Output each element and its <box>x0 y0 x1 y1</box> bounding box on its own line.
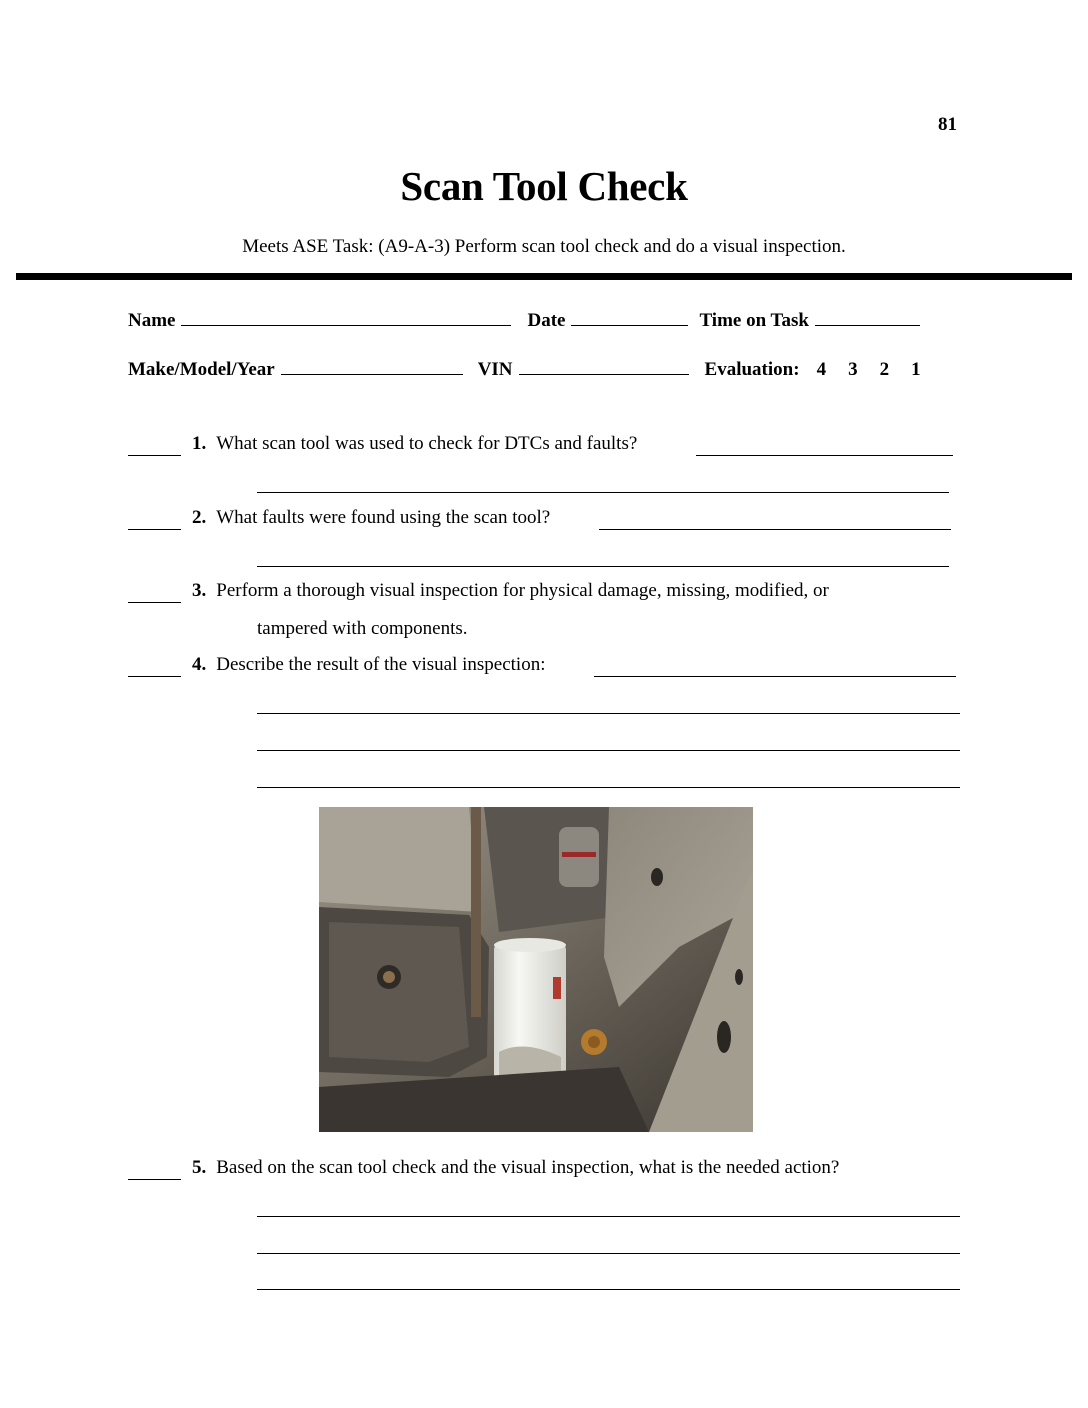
make-model-year-field[interactable] <box>281 374 463 375</box>
question-4-answer-line[interactable] <box>257 750 960 751</box>
question-5-number: 5. <box>192 1157 207 1178</box>
vin-field[interactable] <box>519 374 689 375</box>
question-2-text: What faults were found using the scan tool? <box>216 507 551 528</box>
question-1-number: 1. <box>192 433 207 454</box>
question-2-answer-line[interactable] <box>599 529 951 530</box>
name-label: Name <box>128 310 176 331</box>
evaluation-score-1[interactable]: 1 <box>911 359 921 380</box>
vehicle-underside-image <box>319 807 753 1132</box>
question-5-answer-line[interactable] <box>257 1289 960 1290</box>
date-field[interactable] <box>571 325 688 326</box>
question-4-answer-line[interactable] <box>257 713 960 714</box>
header-divider <box>16 273 1072 280</box>
question-3-score-blank[interactable] <box>128 602 181 603</box>
question-5-score-blank[interactable] <box>128 1179 181 1180</box>
make-model-year-label: Make/Model/Year <box>128 359 275 380</box>
date-label: Date <box>527 310 566 331</box>
page-title: Scan Tool Check <box>400 163 688 209</box>
question-2 <box>192 507 550 529</box>
question-1 <box>192 433 637 455</box>
question-5 <box>192 1157 839 1179</box>
vehicle-info-row <box>128 359 921 381</box>
evaluation-score-4[interactable]: 4 <box>816 359 827 380</box>
question-3-number: 3. <box>192 580 207 601</box>
question-4-number: 4. <box>192 654 207 675</box>
question-3-text: Perform a thorough visual inspection for physical damage, missing, modified, or <box>216 580 829 601</box>
question-2-answer-line[interactable] <box>257 566 949 567</box>
page-number: 81 <box>938 114 957 135</box>
evaluation-score-2[interactable]: 2 <box>879 359 890 380</box>
time-on-task-field[interactable] <box>815 325 920 326</box>
time-on-task-label: Time on Task <box>699 310 809 331</box>
question-1-text: What scan tool was used to check for DTCs and faults? <box>216 433 638 454</box>
question-4-answer-line[interactable] <box>257 787 960 788</box>
question-5-answer-line[interactable] <box>257 1253 960 1254</box>
ase-task-subtitle: Meets ASE Task: (A9-A-3) Perform scan tool check and do a visual inspection. <box>242 236 846 257</box>
question-2-score-blank[interactable] <box>128 529 181 530</box>
evaluation-score-3[interactable]: 3 <box>848 359 858 380</box>
student-info-row <box>128 310 920 332</box>
question-4-answer-line[interactable] <box>594 676 956 677</box>
question-4-text: Describe the result of the visual inspection: <box>216 654 546 675</box>
question-2-number: 2. <box>192 507 207 528</box>
question-1-score-blank[interactable] <box>128 455 181 456</box>
question-5-text: Based on the scan tool check and the visual inspection, what is the needed action? <box>216 1157 840 1178</box>
question-1-answer-line[interactable] <box>696 455 953 456</box>
oil-filter-photo <box>319 807 753 1132</box>
question-3-continuation: tampered with components. <box>257 618 468 639</box>
vin-label: VIN <box>477 359 513 380</box>
question-1-answer-line[interactable] <box>257 492 949 493</box>
evaluation-label: Evaluation: <box>704 359 800 380</box>
name-field[interactable] <box>181 325 511 326</box>
question-5-answer-line[interactable] <box>257 1216 960 1217</box>
question-4 <box>192 654 546 676</box>
question-4-score-blank[interactable] <box>128 676 181 677</box>
question-3 <box>192 580 829 602</box>
